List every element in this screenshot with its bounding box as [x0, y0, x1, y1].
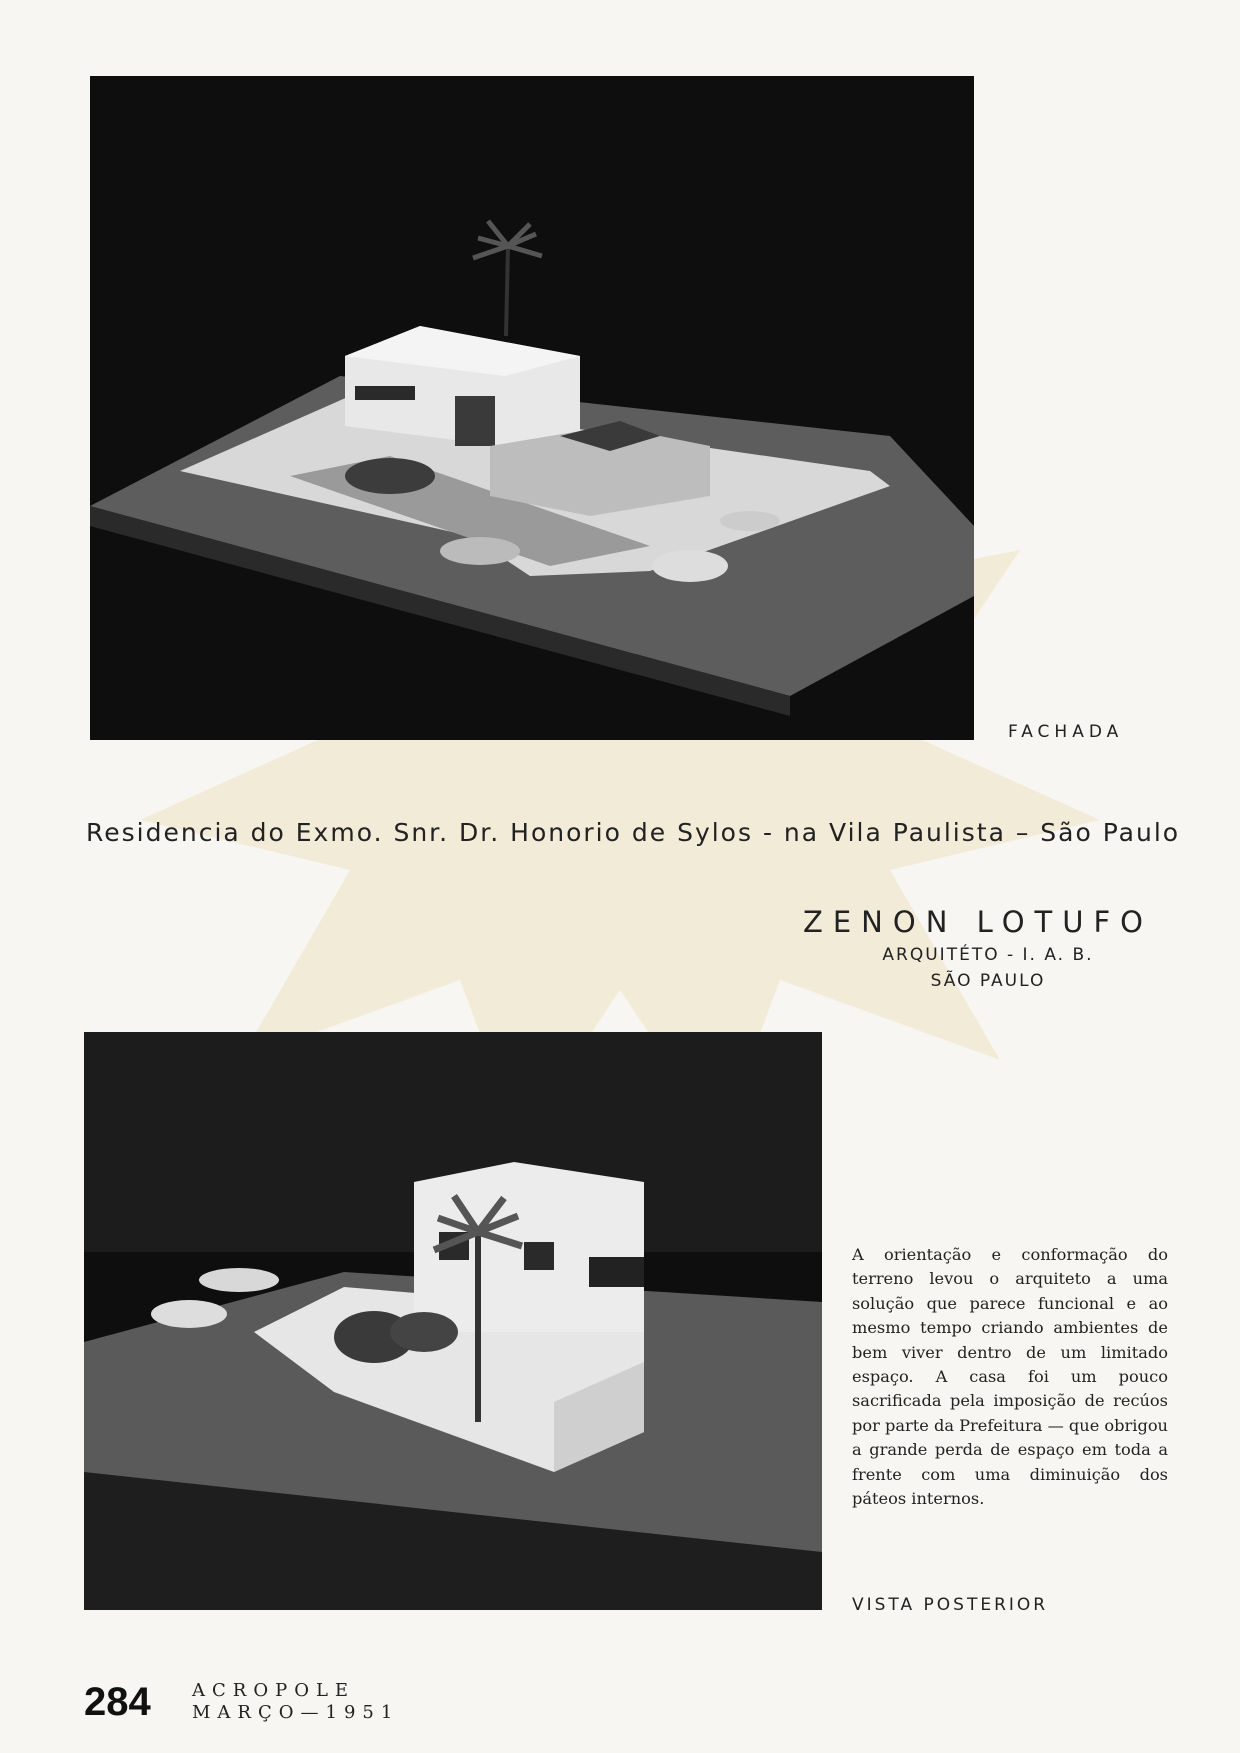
page-number: 284 [84, 1680, 151, 1724]
facade-model-photo [90, 76, 974, 740]
facade-caption: FACHADA [1008, 722, 1124, 742]
architect-city: SÃO PAULO [930, 971, 1046, 991]
rear-view-caption: VISTA POSTERIOR [852, 1595, 1049, 1615]
body-paragraph: A orientação e conformação do terreno levou o arquiteto a uma solução que parece funcional e ao mesmo tempo criando ambientes de bem viver dentro de um limitado espaço. A casa foi um pouco sacrificada pela imposição de recúos por parte da Prefeitura — que obrigou a grande perda de espaço em toda a frente com uma diminuição dos páteos internos. [852, 1245, 1168, 1509]
magazine-issue: MARÇO—1951 [192, 1702, 400, 1723]
magazine-footer [192, 1680, 399, 1724]
rear-view-model-photo [84, 1032, 822, 1610]
architect-title: ARQUITÉTO - I. A. B. [882, 945, 1094, 965]
architect-name: ZENON LOTUFO [802, 905, 1154, 939]
magazine-name: ACROPOLE [192, 1680, 356, 1701]
page-title: Residencia do Exmo. Snr. Dr. Honorio de Sylos - na Vila Paulista – São Paulo [86, 818, 1181, 847]
architect-credit [802, 905, 1168, 991]
